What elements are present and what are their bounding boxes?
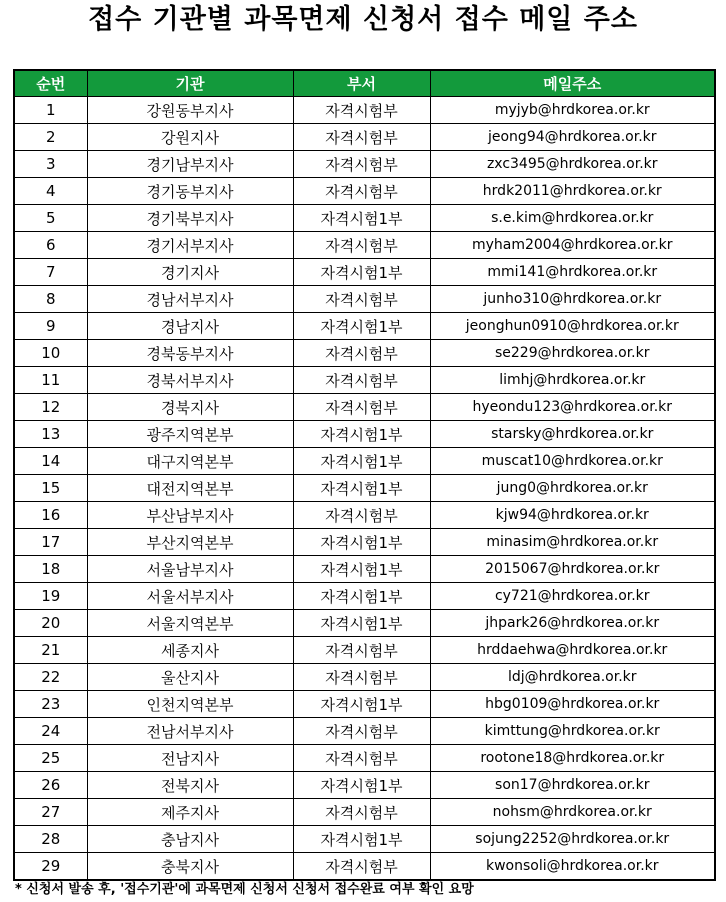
cell-no: 11: [14, 367, 87, 394]
cell-org: 충북지사: [87, 853, 293, 881]
cell-no: 6: [14, 232, 87, 259]
cell-email: jhpark26@hrdkorea.or.kr: [430, 610, 715, 637]
cell-no: 9: [14, 313, 87, 340]
cell-no: 22: [14, 664, 87, 691]
cell-dept: 자격시험1부: [293, 313, 430, 340]
cell-no: 5: [14, 205, 87, 232]
cell-email: s.e.kim@hrdkorea.or.kr: [430, 205, 715, 232]
header-email: 메일주소: [430, 70, 715, 97]
cell-org: 경남지사: [87, 313, 293, 340]
cell-no: 4: [14, 178, 87, 205]
cell-org: 서울지역본부: [87, 610, 293, 637]
table-header-row: [14, 70, 715, 97]
cell-dept: 자격시험부: [293, 97, 430, 124]
table-row: [14, 529, 715, 556]
table-row: [14, 718, 715, 745]
cell-no: 15: [14, 475, 87, 502]
cell-dept: 자격시험부: [293, 286, 430, 313]
cell-email: myham2004@hrdkorea.or.kr: [430, 232, 715, 259]
cell-email: hyeondu123@hrdkorea.or.kr: [430, 394, 715, 421]
cell-email: cy721@hrdkorea.or.kr: [430, 583, 715, 610]
table-row: [14, 799, 715, 826]
cell-dept: 자격시험부: [293, 151, 430, 178]
table-row: [14, 394, 715, 421]
cell-email: nohsm@hrdkorea.or.kr: [430, 799, 715, 826]
cell-dept: 자격시험1부: [293, 691, 430, 718]
cell-org: 대전지역본부: [87, 475, 293, 502]
cell-org: 서울서부지사: [87, 583, 293, 610]
cell-no: 28: [14, 826, 87, 853]
page-title: 접수 기관별 과목면제 신청서 접수 메일 주소: [88, 4, 638, 35]
cell-email: 2015067@hrdkorea.or.kr: [430, 556, 715, 583]
cell-dept: 자격시험부: [293, 340, 430, 367]
cell-org: 강원동부지사: [87, 97, 293, 124]
cell-email: hrddaehwa@hrdkorea.or.kr: [430, 637, 715, 664]
cell-email: hbg0109@hrdkorea.or.kr: [430, 691, 715, 718]
cell-email: minasim@hrdkorea.or.kr: [430, 529, 715, 556]
cell-org: 경기서부지사: [87, 232, 293, 259]
cell-no: 26: [14, 772, 87, 799]
cell-dept: 자격시험부: [293, 502, 430, 529]
cell-org: 전남지사: [87, 745, 293, 772]
cell-org: 경북서부지사: [87, 367, 293, 394]
table-row: [14, 664, 715, 691]
table-row: [14, 97, 715, 124]
cell-org: 대구지역본부: [87, 448, 293, 475]
cell-no: 29: [14, 853, 87, 881]
cell-org: 전북지사: [87, 772, 293, 799]
cell-email: limhj@hrdkorea.or.kr: [430, 367, 715, 394]
cell-dept: 자격시험부: [293, 178, 430, 205]
cell-email: hrdk2011@hrdkorea.or.kr: [430, 178, 715, 205]
cell-no: 14: [14, 448, 87, 475]
cell-org: 강원지사: [87, 124, 293, 151]
cell-email: jung0@hrdkorea.or.kr: [430, 475, 715, 502]
header-no: 순번: [14, 70, 87, 97]
cell-no: 10: [14, 340, 87, 367]
table-row: [14, 421, 715, 448]
cell-org: 경북동부지사: [87, 340, 293, 367]
cell-dept: 자격시험1부: [293, 772, 430, 799]
cell-dept: 자격시험부: [293, 745, 430, 772]
cell-dept: 자격시험1부: [293, 826, 430, 853]
cell-no: 23: [14, 691, 87, 718]
cell-no: 7: [14, 259, 87, 286]
table-row: [14, 448, 715, 475]
cell-dept: 자격시험1부: [293, 583, 430, 610]
cell-dept: 자격시험1부: [293, 421, 430, 448]
cell-email: muscat10@hrdkorea.or.kr: [430, 448, 715, 475]
table-row: [14, 556, 715, 583]
cell-dept: 자격시험1부: [293, 259, 430, 286]
cell-email: son17@hrdkorea.or.kr: [430, 772, 715, 799]
cell-org: 부산지역본부: [87, 529, 293, 556]
table-row: [14, 745, 715, 772]
cell-dept: 자격시험부: [293, 853, 430, 881]
cell-no: 1: [14, 97, 87, 124]
cell-dept: 자격시험1부: [293, 205, 430, 232]
cell-email: rootone18@hrdkorea.or.kr: [430, 745, 715, 772]
header-org: 기관: [87, 70, 293, 97]
table-row: [14, 205, 715, 232]
cell-no: 27: [14, 799, 87, 826]
table-row: [14, 691, 715, 718]
table-row: [14, 367, 715, 394]
table-row: [14, 610, 715, 637]
cell-no: 16: [14, 502, 87, 529]
table-row: [14, 772, 715, 799]
cell-email: starsky@hrdkorea.or.kr: [430, 421, 715, 448]
cell-email: junho310@hrdkorea.or.kr: [430, 286, 715, 313]
cell-no: 2: [14, 124, 87, 151]
cell-dept: 자격시험부: [293, 799, 430, 826]
cell-email: mmi141@hrdkorea.or.kr: [430, 259, 715, 286]
cell-org: 경기남부지사: [87, 151, 293, 178]
cell-dept: 자격시험1부: [293, 529, 430, 556]
cell-org: 부산남부지사: [87, 502, 293, 529]
email-table: [13, 69, 716, 881]
cell-no: 12: [14, 394, 87, 421]
cell-email: kwonsoli@hrdkorea.or.kr: [430, 853, 715, 881]
cell-email: jeong94@hrdkorea.or.kr: [430, 124, 715, 151]
table-row: [14, 286, 715, 313]
table-row: [14, 826, 715, 853]
cell-email: sojung2252@hrdkorea.or.kr: [430, 826, 715, 853]
cell-dept: 자격시험부: [293, 124, 430, 151]
cell-dept: 자격시험부: [293, 664, 430, 691]
footnote: * 신청서 발송 후, '접수기관'에 과목면제 신청서 신청서 접수완료 여부 확인 요망: [15, 882, 474, 897]
cell-dept: 자격시험부: [293, 637, 430, 664]
cell-email: jeonghun0910@hrdkorea.or.kr: [430, 313, 715, 340]
table-row: [14, 340, 715, 367]
table-row: [14, 583, 715, 610]
cell-org: 경기북부지사: [87, 205, 293, 232]
cell-dept: 자격시험1부: [293, 448, 430, 475]
cell-no: 17: [14, 529, 87, 556]
cell-no: 20: [14, 610, 87, 637]
cell-dept: 자격시험1부: [293, 610, 430, 637]
cell-no: 8: [14, 286, 87, 313]
table-body: [14, 97, 715, 881]
cell-no: 25: [14, 745, 87, 772]
cell-org: 경남서부지사: [87, 286, 293, 313]
table-row: [14, 178, 715, 205]
cell-org: 서울남부지사: [87, 556, 293, 583]
cell-no: 3: [14, 151, 87, 178]
header-dept: 부서: [293, 70, 430, 97]
cell-email: ldj@hrdkorea.or.kr: [430, 664, 715, 691]
cell-org: 경북지사: [87, 394, 293, 421]
table-row: [14, 124, 715, 151]
cell-org: 세종지사: [87, 637, 293, 664]
cell-email: myjyb@hrdkorea.or.kr: [430, 97, 715, 124]
cell-org: 경기지사: [87, 259, 293, 286]
table-row: [14, 151, 715, 178]
cell-email: kjw94@hrdkorea.or.kr: [430, 502, 715, 529]
cell-org: 전남서부지사: [87, 718, 293, 745]
table-row: [14, 853, 715, 881]
cell-dept: 자격시험부: [293, 232, 430, 259]
table-row: [14, 259, 715, 286]
cell-dept: 자격시험1부: [293, 556, 430, 583]
cell-no: 21: [14, 637, 87, 664]
cell-no: 19: [14, 583, 87, 610]
cell-org: 제주지사: [87, 799, 293, 826]
cell-email: kimttung@hrdkorea.or.kr: [430, 718, 715, 745]
table-row: [14, 502, 715, 529]
cell-org: 인천지역본부: [87, 691, 293, 718]
cell-no: 13: [14, 421, 87, 448]
cell-dept: 자격시험1부: [293, 475, 430, 502]
cell-org: 경기동부지사: [87, 178, 293, 205]
cell-dept: 자격시험부: [293, 394, 430, 421]
table-row: [14, 475, 715, 502]
cell-email: se229@hrdkorea.or.kr: [430, 340, 715, 367]
cell-email: zxc3495@hrdkorea.or.kr: [430, 151, 715, 178]
table-row: [14, 313, 715, 340]
cell-org: 광주지역본부: [87, 421, 293, 448]
cell-no: 18: [14, 556, 87, 583]
cell-no: 24: [14, 718, 87, 745]
cell-org: 충남지사: [87, 826, 293, 853]
cell-dept: 자격시험부: [293, 718, 430, 745]
table-row: [14, 637, 715, 664]
table-row: [14, 232, 715, 259]
cell-org: 울산지사: [87, 664, 293, 691]
cell-dept: 자격시험부: [293, 367, 430, 394]
